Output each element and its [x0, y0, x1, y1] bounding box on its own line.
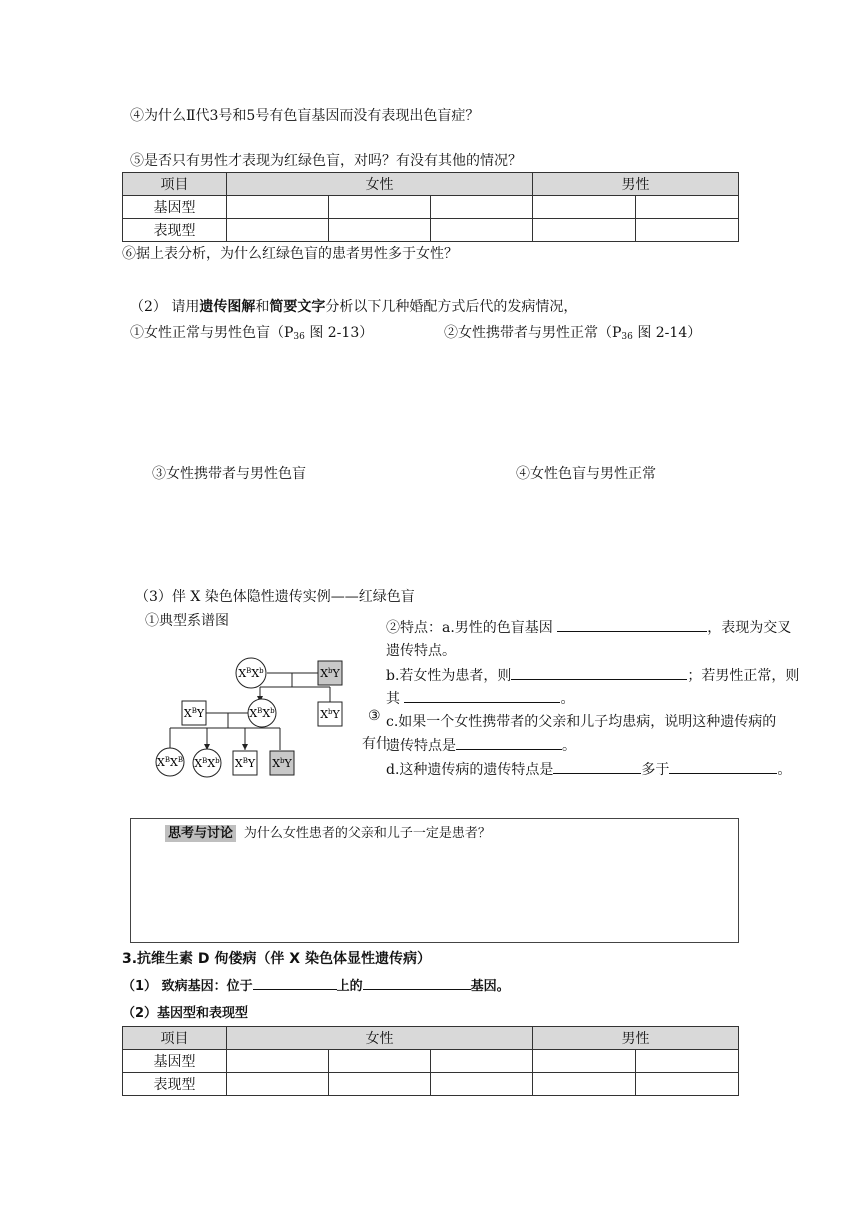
text: 。 [562, 738, 576, 754]
cell-blank[interactable] [227, 1073, 329, 1096]
row-phenotype-label: 表现型 [123, 219, 227, 242]
cell-blank[interactable] [636, 1073, 739, 1096]
text-bold: 简要文字 [269, 299, 326, 315]
cell-blank[interactable] [329, 196, 431, 219]
think-discuss-question: 为什么女性患者的父亲和儿子一定是患者？ [243, 826, 491, 841]
cell-blank[interactable] [329, 219, 431, 242]
text: （1） 致病基因：位于 [122, 979, 253, 994]
section-2-instruction [130, 296, 577, 316]
cell-blank[interactable] [431, 219, 533, 242]
text: d.这种遗传病的遗传特点是 [386, 762, 554, 778]
genotype-label: $X^BX^b$ [238, 667, 264, 680]
header-item: 项目 [123, 173, 227, 196]
question-4: ④为什么Ⅱ代3号和5号有色盲基因而没有表现出色盲症？ [130, 108, 480, 124]
cross-4-label: ④女性色盲与男性正常 [516, 466, 656, 482]
feature-c-line2 [386, 735, 576, 755]
text: 遗传特点是 [386, 738, 456, 754]
part-3-q2: （2）基因型和表现型 [122, 1006, 249, 1021]
genotype-label: $X^BX^b$ [194, 757, 220, 770]
feature-b-line2 [386, 688, 574, 708]
cell-blank[interactable] [329, 1050, 431, 1073]
feature-c-line1: c.如果一个女性携带者的父亲和儿子均患病，说明这种遗传病的 [386, 714, 777, 730]
part-3-title: 3.抗维生素 D 佝偻病（伴 X 染色体显性遗传病） [122, 951, 431, 967]
cross-2-label [444, 322, 701, 342]
cross-1-label [130, 322, 373, 342]
cell-blank[interactable] [431, 1050, 533, 1073]
row-phenotype-label: 表现型 [123, 1073, 227, 1096]
text: 。 [777, 762, 792, 778]
cell-blank[interactable] [636, 196, 739, 219]
header-male: 男性 [533, 1027, 739, 1050]
header-female: 女性 [227, 173, 533, 196]
genotype-label: $X^bY$ [320, 708, 340, 721]
text: 。 [560, 691, 575, 707]
cell-blank[interactable] [227, 1050, 329, 1073]
cell-blank[interactable] [227, 219, 329, 242]
cell-blank[interactable] [431, 196, 533, 219]
header-item: 项目 [123, 1027, 227, 1050]
cell-blank[interactable] [636, 1050, 739, 1073]
subscript: 36 [293, 332, 305, 342]
question-5: ⑤是否只有男性才表现为红绿色盲，对吗？有没有其他的情况？ [130, 153, 522, 169]
fill-blank[interactable] [669, 759, 777, 774]
text: 和 [255, 299, 270, 315]
genotype-label: $X^BX^b$ [249, 707, 275, 720]
text: 其 [386, 691, 400, 707]
genotype-table-1 [122, 172, 739, 242]
text: ②特点：a.男性的色盲基因 [386, 620, 553, 636]
text: （2） 请用 [130, 299, 200, 315]
header-female: 女性 [227, 1027, 533, 1050]
think-discuss-box[interactable] [130, 818, 739, 943]
text: 基因。 [470, 979, 510, 994]
text: ；若男性正常，则 [687, 668, 800, 684]
feature-d-line [386, 759, 791, 779]
pedigree-title: ①典型系谱图 [145, 613, 229, 629]
genotype-label: $X^bY$ [272, 757, 292, 770]
genotype-table-2 [122, 1026, 739, 1096]
genotype-label: $X^BX^B$ [157, 756, 183, 769]
cell-blank[interactable] [533, 196, 636, 219]
text: ①女性正常与男性色盲（P [130, 325, 294, 341]
text-bold: 遗传图解 [199, 299, 256, 315]
question-6: ⑥据上表分析，为什么红绿色盲的患者男性多于女性？ [122, 246, 458, 262]
subscript: 36 [621, 332, 633, 342]
text: 图 2-13） [304, 325, 374, 341]
text: ，表现为交叉 [707, 620, 792, 636]
cross-3-label: ③女性携带者与男性色盲 [152, 466, 306, 482]
row-genotype-label: 基因型 [123, 1050, 227, 1073]
fill-blank[interactable] [456, 735, 562, 750]
text: ②女性携带者与男性正常（P [444, 325, 622, 341]
cell-blank[interactable] [329, 1073, 431, 1096]
part-3-q1 [122, 975, 510, 994]
feature-b-line1 [386, 665, 799, 685]
feature-a-line1 [386, 617, 791, 637]
feature-a-line2: 遗传特点。 [386, 643, 456, 659]
fill-blank[interactable] [253, 975, 337, 990]
pedigree-chart [150, 650, 360, 780]
fill-blank[interactable] [553, 759, 641, 774]
cell-blank[interactable] [227, 196, 329, 219]
fill-blank[interactable] [511, 665, 687, 680]
section-3-title: （3）伴 X 染色体隐性遗传实例——红绿色盲 [135, 589, 415, 605]
cell-blank[interactable] [636, 219, 739, 242]
text: b.若女性为患者，则 [386, 668, 512, 684]
fill-blank[interactable] [363, 975, 471, 990]
think-discuss-line [165, 822, 491, 841]
genotype-label: $X^BY$ [234, 757, 256, 770]
think-discuss-tag: 思考与讨论 [165, 825, 236, 842]
circled-three: ③ [368, 708, 381, 724]
cell-blank[interactable] [533, 1050, 636, 1073]
row-genotype-label: 基因型 [123, 196, 227, 219]
text: 上的 [336, 979, 363, 994]
cell-blank[interactable] [533, 1073, 636, 1096]
text: 图 2-14） [632, 325, 702, 341]
text: 多于 [641, 762, 670, 778]
genotype-label: $X^bY$ [320, 667, 340, 680]
cell-blank[interactable] [533, 219, 636, 242]
text: 分析以下几种婚配方式后代的发病情况， [325, 299, 578, 315]
header-male: 男性 [533, 173, 739, 196]
fill-blank[interactable] [404, 688, 560, 703]
genotype-label: $X^BY$ [183, 707, 205, 720]
fill-blank[interactable] [557, 617, 707, 632]
cell-blank[interactable] [431, 1073, 533, 1096]
cut-off-text: 有什 [362, 736, 390, 752]
